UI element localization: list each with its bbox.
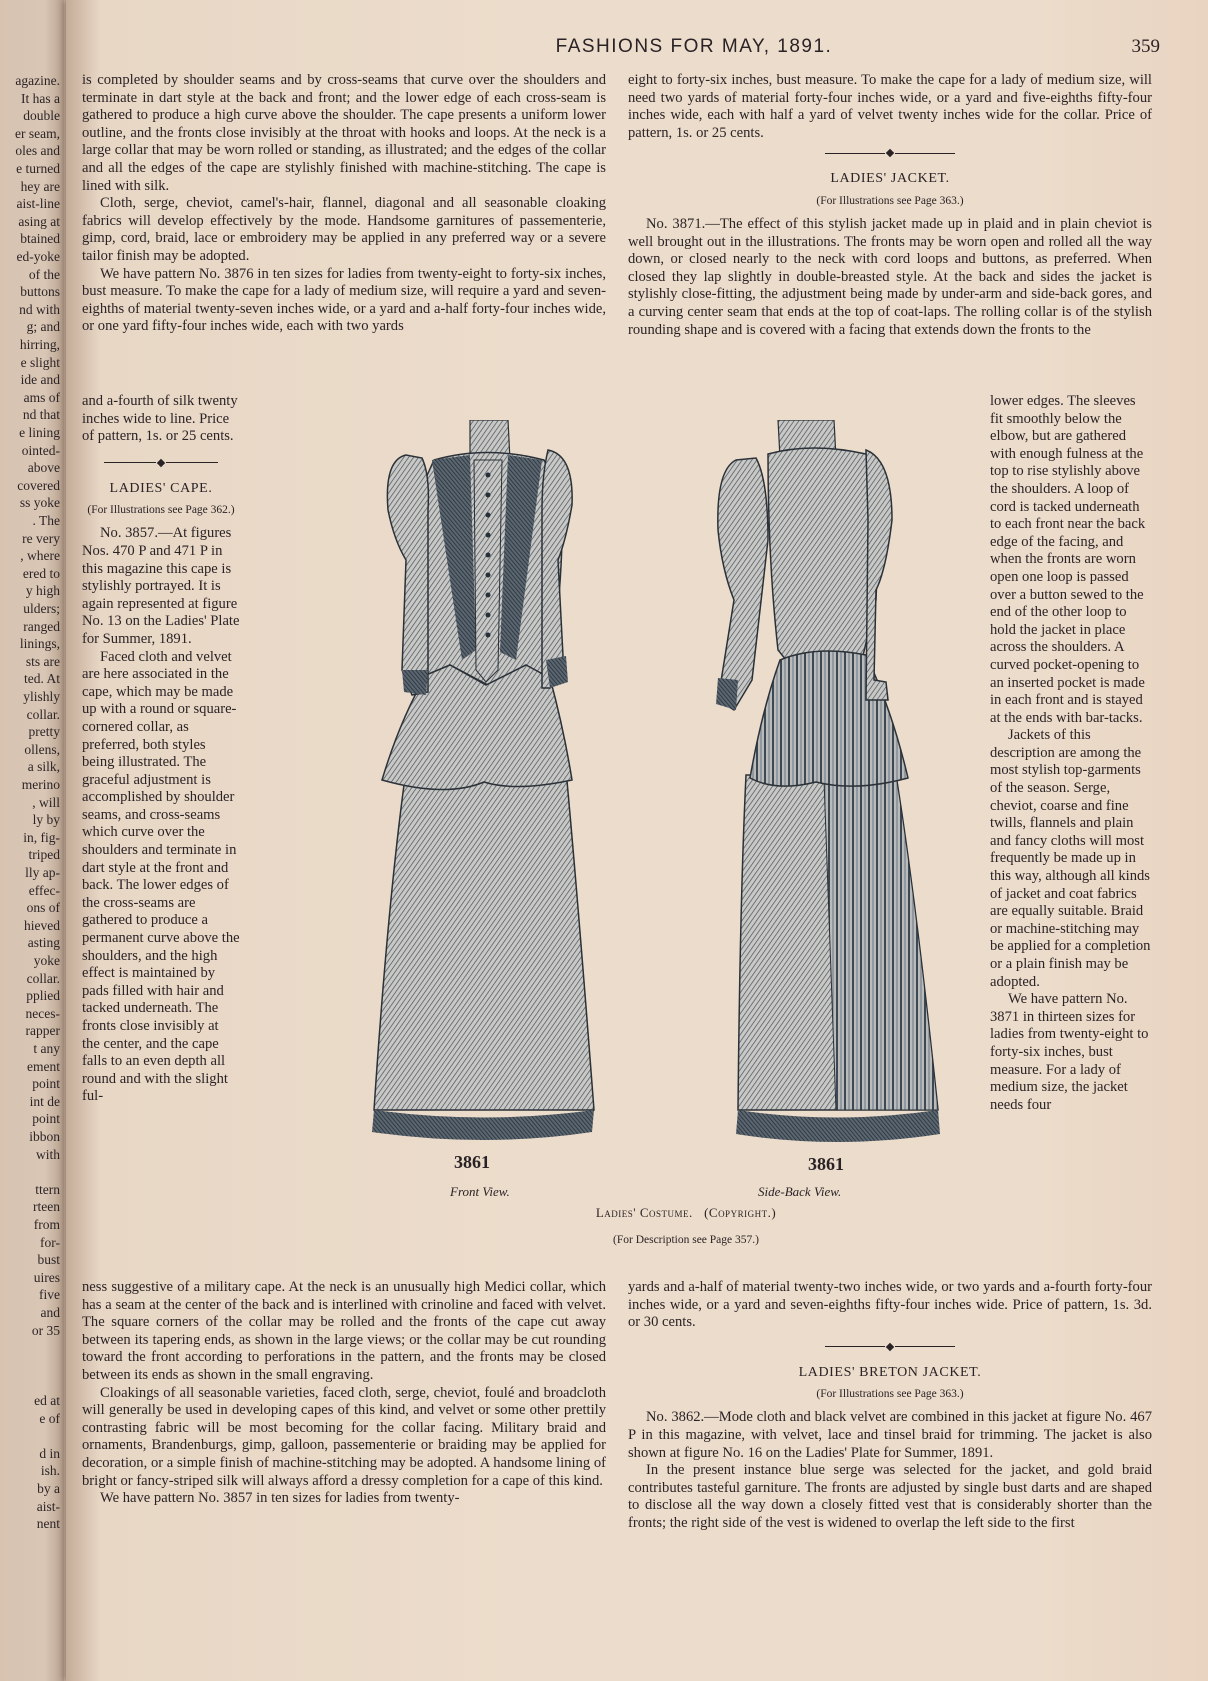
section-ref-breton: (For Illustrations see Page 363.) bbox=[816, 1388, 964, 1401]
prev-page-text-fragment: asting bbox=[27, 935, 60, 951]
prev-page-text-fragment: , will bbox=[32, 794, 60, 810]
prev-page-text-fragment: covered bbox=[17, 477, 60, 493]
section-title-breton: LADIES' BRETON JACKET. bbox=[798, 1364, 982, 1380]
prev-page-text-fragment: ranged bbox=[23, 618, 60, 634]
prev-page-text-fragment: hirring, bbox=[19, 337, 60, 352]
section-title-jacket: LADIES' JACKET. bbox=[830, 171, 950, 187]
figure-title: Ladies' Costume. bbox=[595, 1205, 693, 1220]
prev-page-text-fragment: ams of bbox=[23, 389, 60, 405]
prev-page-text-fragment: nent bbox=[36, 1516, 60, 1532]
figure-title-line bbox=[366, 1205, 1006, 1221]
paragraph: We have pattern No. 3871 in thirteen sizes for ladies from twenty-eight to forty-six inches, bust measure. For a lady of medium size, the jacket needs four bbox=[990, 991, 1149, 1113]
side-back-view-figure bbox=[716, 420, 940, 1142]
front-figure-number: 3861 bbox=[454, 1152, 490, 1172]
prev-page-text-fragment: ement bbox=[27, 1058, 60, 1074]
prev-page-text-fragment: er seam, bbox=[15, 125, 60, 141]
prev-page-text-fragment: ss yoke bbox=[19, 495, 60, 511]
prev-page-text-fragment: effec- bbox=[28, 882, 60, 898]
running-title: FASHIONS FOR MAY, 1891. bbox=[555, 36, 833, 57]
paragraph: Cloakings of all seasonable varieties, faced cloth, serge, cheviot, foulé and broadcloth will generally be used in developing capes of this kind, and velvet or some other prettily contrasting fabric will be most becoming for the collar facing. Military braid and ornaments, Brandenburgs, gimp, galloon, passementerie or braiding may be applied for decoration, or a simple finish of machine-stitching may be adopted. A handsome lining of bright or fancy-striped silk will always afford a dressy completion for a cape of this kind. bbox=[82, 1384, 606, 1489]
prev-page-text-fragment: re very bbox=[22, 530, 60, 546]
prev-page-text-fragment: point bbox=[32, 1076, 60, 1092]
prev-page-text-fragment: point bbox=[32, 1111, 60, 1127]
paragraph: lower edges. The sleeves fit smoothly below the elbow, but are gathered with enough fulness at the top to rise stylishly above the shoulders. A loop of cord is tacked underneath to each front near the back edge of the facing, and when the fronts are worn open one loop is passed over a button sewed to the end of the other loop to hold the jacket in place across the shoulders. A curved pocket-opening to an inserted pocket is made in each front and is stayed at the ends with bar-tacks. bbox=[990, 393, 1146, 726]
prev-page-text-fragment: btained bbox=[20, 231, 60, 247]
prev-page-text-fragment: ointed- bbox=[21, 442, 60, 458]
prev-page-text-fragment: int de bbox=[29, 1093, 60, 1109]
prev-page-text-fragment: nd that bbox=[22, 407, 60, 423]
prev-page-text-fragment: of the bbox=[28, 266, 60, 282]
section-title-cape: LADIES' CAPE. bbox=[109, 480, 213, 496]
prev-page-text-fragment: ons of bbox=[26, 900, 60, 916]
prev-page-text-fragment: and bbox=[40, 1305, 60, 1320]
costume-illustration bbox=[366, 420, 1006, 1240]
prev-page-text-fragment: for- bbox=[40, 1234, 60, 1250]
paragraph: eight to forty-six inches, bust measure. To make the cape for a lady of medium size, will need two yards of material forty-four inches wide, or a yard and five-eighths fifty-four inches wide, each with half a yard of velvet twenty inches wide for the collar. Price of pattern, 1s. or 25 cents. bbox=[628, 72, 1152, 141]
right-column-bottom bbox=[628, 1279, 1152, 1533]
prev-page-text-fragment: aist-line bbox=[16, 196, 60, 212]
front-view-caption: Front View. bbox=[450, 1184, 510, 1199]
prev-page-text-fragment: collar. bbox=[26, 970, 60, 986]
back-figure-number: 3861 bbox=[808, 1154, 844, 1174]
prev-page-text-fragment: merino bbox=[21, 777, 60, 792]
prev-page-text-fragment: oles and bbox=[15, 143, 60, 159]
paragraph: Cloth, serge, cheviot, camel's-hair, flannel, diagonal and all seasonable cloaking fabrics will develop effectively by the mode. Handsome garnitures of passementerie, gimp, cord, braid, lace or embroidery may be applied in any preferred way or a severe tailor finish may be adopted. bbox=[82, 195, 606, 264]
prev-page-text-fragment: lly ap- bbox=[25, 865, 60, 880]
prev-page-text-fragment: hieved bbox=[24, 917, 60, 933]
prev-page-text-fragment: above bbox=[27, 460, 60, 476]
paragraph: and a-fourth of silk twenty inches wide to line. Price of pattern, 1s. or 25 cents. bbox=[82, 393, 238, 445]
prev-page-text-fragment: . The bbox=[32, 513, 60, 528]
paragraph: No. 3871.—The effect of this stylish jacket made up in plaid and in plain cheviot is well brought out in the illustrations. The fronts may be worn open and rolled all the way down, or closed nearly to the neck with cord loops and buttons, as preferred. When closed they lap slightly in double-breasted style. At the back and sides the jacket is stylishly close-fitting, the adjustment being made by under-arm and side-back gores, and a curving center seam that ends at the top of coat-laps. The rolling collar is of the stylish rounding shape and is covered with a facing that extends down the fronts to the bbox=[628, 215, 1152, 338]
prev-page-text-fragment: e turned bbox=[16, 161, 60, 176]
prev-page-text-fragment: e of bbox=[39, 1410, 60, 1426]
section-ref-cape: (For Illustrations see Page 362.) bbox=[87, 504, 235, 517]
prev-page-text-fragment: It has a bbox=[21, 90, 60, 106]
prev-page-text-fragment: a silk, bbox=[27, 759, 60, 775]
previous-page-edge bbox=[0, 0, 64, 1681]
left-column-bottom bbox=[82, 1279, 606, 1508]
prev-page-text-fragment: from bbox=[33, 1217, 60, 1232]
side-back-view-caption: Side-Back View. bbox=[758, 1184, 842, 1199]
prev-page-text-fragment: buttons bbox=[20, 284, 60, 300]
prev-page-text-fragment: five bbox=[39, 1287, 60, 1303]
figure-description-ref: (For Description see Page 357.) bbox=[613, 1234, 759, 1246]
prev-page-text-fragment: asing at bbox=[18, 213, 60, 229]
prev-page-text-fragment: e slight bbox=[20, 354, 60, 370]
paragraph: Jackets of this description are among the most stylish top-garments of the season. Serge, cheviot, coarse and fine twills, flannels and plain and fancy cloths will most frequently be made up in this way, although all kinds of jacket and coat fabrics are equally suitable. Braid or machine-stitching may be applied for a completion or a plain finish may be adopted. bbox=[990, 727, 1151, 990]
right-column-top bbox=[628, 72, 1152, 339]
prev-page-text-fragment: ed at bbox=[34, 1393, 60, 1408]
prev-page-text-fragment: ted. At bbox=[24, 671, 60, 687]
prev-page-text-fragment: hey are bbox=[20, 178, 60, 194]
prev-page-text-fragment: aist- bbox=[36, 1498, 60, 1514]
prev-page-text-fragment: linings, bbox=[19, 636, 60, 652]
prev-page-text-fragment: ibbon bbox=[29, 1129, 60, 1144]
prev-page-text-fragment: by a bbox=[37, 1481, 60, 1496]
figure-copyright: (Copyright.) bbox=[704, 1205, 777, 1220]
prev-page-text-fragment: in, fig- bbox=[23, 829, 60, 845]
paragraph: ness suggestive of a military cape. At the neck is an unusually high Medici collar, which has a seam at the center of the back and is interlined with crinoline and faced with velvet. The square corners of the collar may be rolled and the fronts of the cape cut away between its tapering ends, as shown in the large views; or the collar may be cut rounding toward the front according to perforations in the pattern, and the fronts may be closed between its ends as shown in the small engraving. bbox=[82, 1279, 606, 1383]
prev-page-text-fragment: neces- bbox=[25, 1005, 60, 1021]
prev-page-text-fragment: pplied bbox=[26, 988, 60, 1004]
prev-page-text-fragment: collar. bbox=[26, 706, 60, 722]
paragraph: No. 3862.—Mode cloth and black velvet are combined in this jacket at figure No. 467 P in this magazine, with velvet, lace and tinsel braid for trimming. The jacket is also shown at figure No. 16 on the Ladies' Plate for Summer, 1891. bbox=[628, 1409, 1152, 1461]
section-divider bbox=[628, 150, 1152, 156]
prev-page-text-fragment: d in bbox=[39, 1445, 60, 1461]
prev-page-text-fragment: pretty bbox=[28, 724, 60, 740]
prev-page-text-fragment: ed-yoke bbox=[16, 249, 60, 264]
paragraph: In the present instance blue serge was selected for the jacket, and gold braid contributes tasteful garniture. The fronts are adjusted by single bust darts and are shaped to disclose all the way down a closely fitted vest that is considerably shorter than the fronts; the right side of the vest is widened to overlap the left side to the first bbox=[628, 1462, 1152, 1531]
section-ref-jacket: (For Illustrations see Page 363.) bbox=[816, 194, 964, 207]
prev-page-text-fragment: nd with bbox=[19, 301, 60, 317]
prev-page-text-fragment: e lining bbox=[19, 425, 60, 440]
left-column-top bbox=[82, 72, 606, 336]
page-number: 359 bbox=[1131, 36, 1160, 57]
prev-page-text-fragment: ylishly bbox=[23, 689, 60, 704]
prev-page-text-fragment: t any bbox=[33, 1041, 60, 1056]
prev-page-text-fragment: ly by bbox=[32, 812, 60, 828]
prev-page-text-fragment: with bbox=[35, 1146, 60, 1162]
magazine-page bbox=[66, 0, 1208, 1681]
prev-page-text-fragment: or 35 bbox=[31, 1322, 60, 1338]
paragraph: No. 3857.—At figures Nos. 470 P and 471 P in this magazine this cape is stylishly portrayed. It is again represented at figure No. 13 on the Ladies' Plate for Summer, 1891. bbox=[82, 525, 240, 647]
prev-page-text-fragment: double bbox=[23, 108, 60, 124]
front-view-figure bbox=[372, 420, 594, 1140]
prev-page-text-fragment: ered to bbox=[22, 565, 60, 581]
paragraph: Faced cloth and velvet are here associated in the cape, which may be made up with a round or square-cornered collar, as preferred, both styles being illustrated. The graceful adjustment is accomplished by shoulder seams, and cross-seams which curve over the shoulders and terminate in dart style at the front and back. The lower edges of the cross-seams are gathered to produce a permanent curve above the shoulders, and the high effect is maintained by pads filled with hair and tacked underneath. The fronts close invisibly at the center, and the cape falls to an even depth all round and with the slight ful- bbox=[82, 648, 240, 1105]
paragraph: is completed by shoulder seams and by cross-seams that curve over the shoulders and terminate in dart style at the back and front; and the lower edge of each cross-seam is gathered to produce a high curve above the shoulder. The cape presents a uniform lower outline, and the fronts close invisibly at the throat with hooks and loops. At the neck is a large collar that may be worn rolled or standing, as illustrated; and the edges of the collar and all the edges of the cape are stylishly finished with machine-stitching. The cape is lined with silk. bbox=[82, 72, 606, 194]
prev-page-text-fragment: , where bbox=[20, 548, 60, 564]
prev-page-text-fragment: bust bbox=[37, 1252, 60, 1268]
prev-page-text-fragment: rteen bbox=[33, 1199, 60, 1215]
prev-page-text-fragment: yoke bbox=[33, 953, 60, 968]
prev-page-text-fragment: ish. bbox=[40, 1463, 60, 1479]
prev-page-text-fragment: sts are bbox=[25, 653, 60, 669]
prev-page-text-fragment: g; and bbox=[26, 319, 60, 335]
section-divider bbox=[82, 460, 240, 466]
paragraph: yards and a-half of material twenty-two inches wide, or two yards and a-fourth forty-four inches wide, or a yard and seven-eighths fifty-four inches wide. Price of pattern, 1s. 3d. or 30 cents. bbox=[628, 1279, 1152, 1331]
prev-page-text-fragment: y high bbox=[25, 583, 60, 599]
section-divider bbox=[628, 1344, 1152, 1350]
prev-page-text-fragment: rapper bbox=[25, 1023, 60, 1039]
prev-page-text-fragment: triped bbox=[28, 847, 60, 863]
prev-page-text-fragment: agazine. bbox=[15, 73, 60, 88]
prev-page-text-fragment: ide and bbox=[20, 372, 60, 388]
right-narrow-column bbox=[990, 393, 1152, 1114]
left-narrow-column bbox=[82, 393, 240, 1106]
prev-page-text-fragment: ttern bbox=[35, 1181, 60, 1197]
prev-page-text-fragment: ulders; bbox=[23, 601, 60, 616]
paragraph: We have pattern No. 3876 in ten sizes for ladies from twenty-eight to forty-six inches, bust measure. To make the cape for a lady of medium size, will require a yard and seven-eighths of material twenty-seven inches wide, or a yard and a-half forty-four inches wide, or one yard fifty-four inches wide, each with two yards bbox=[82, 265, 606, 335]
prev-page-text-fragment: uires bbox=[33, 1269, 60, 1285]
prev-page-text-fragment: ollens, bbox=[24, 741, 60, 757]
paragraph: We have pattern No. 3857 in ten sizes for ladies from twenty- bbox=[100, 1490, 460, 1507]
costume-engraving bbox=[366, 420, 1006, 1240]
